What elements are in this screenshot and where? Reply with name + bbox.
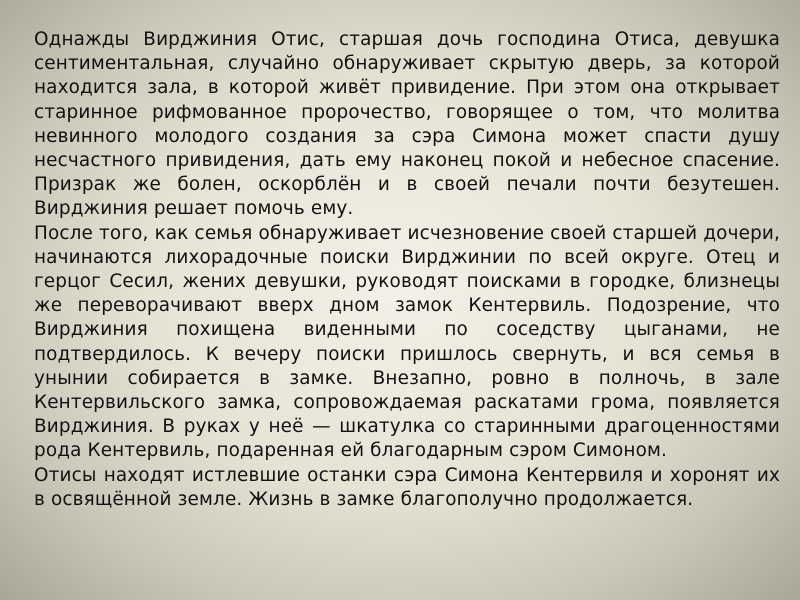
paragraph-2: После того, как семья обнаруживает исчезновение своей старшей дочери, начинаются лихорадочные поиски Вирджинии по всей округе. Отец и герцог Сесил, жених девушки, руководят поисками в городке, близнецы же переворачивают вверх дном замок Кентервиль. Подозрение, что Вирджиния похищена виденными по соседству цыганами, не подтвердилось. К вечеру поиски пришлось свернуть, и вся семья в унынии собирается в замке. Внезапно, ровно в полночь, в зале Кентервильского замка, сопровождаемая раскатами грома, появляется Вирджиния. В руках у неё — шкатулка со старинными драгоценностями рода Кентервиль, подаренная ей благодарным сэром Симоном. xyxy=(34,222,780,462)
paragraph-1: Однажды Вирджиния Отис, старшая дочь господина Отиса, девушка сентиментальная, случайно обнаруживает скрытую дверь, за которой находится зала, в которой живёт привидение. При этом она открывает старинное рифмованное пророчество, говорящее о том, что молитва невинного молодого создания за сэра Симона может спасти душу несчастного привидения, дать ему наконец покой и небесное спасение. Призрак же болен, оскорблён и в своей печали почти безутешен. Вирджиния решает помочь ему. xyxy=(34,29,780,220)
paragraph-3: Отисы находят истлевшие останки сэра Симона Кентервиля и хоронят их в освящённой земле. Жизнь в замке благополучно продолжается. xyxy=(34,464,780,510)
slide-text-body xyxy=(34,28,780,600)
